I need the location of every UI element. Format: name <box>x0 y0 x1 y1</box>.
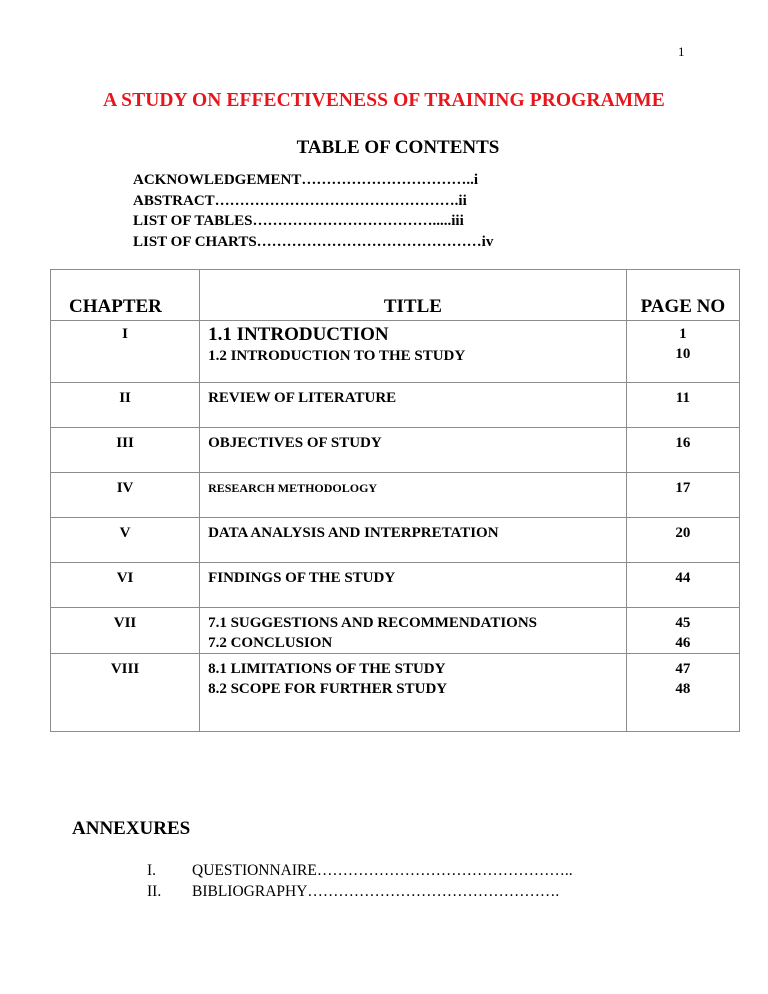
chapter-title: 8.2 SCOPE FOR FURTHER STUDY <box>208 681 448 697</box>
page-cell <box>626 563 739 608</box>
front-matter-list <box>133 170 493 252</box>
page-number-value: 48 <box>675 681 691 697</box>
page-number-value: 47 <box>675 661 691 677</box>
chapter-cell <box>51 563 200 608</box>
title-cell <box>200 428 627 473</box>
page-number-value: 44 <box>675 570 691 586</box>
chapter-title: 1.2 INTRODUCTION TO THE STUDY <box>208 348 466 364</box>
front-matter-item: LIST OF CHARTS………………………………………iv <box>133 233 494 250</box>
chapter-number: V <box>119 525 131 541</box>
front-matter-item: ABSTRACT………………………………………….ii <box>133 192 467 209</box>
chapter-title: 7.2 CONCLUSION <box>208 635 333 651</box>
table-row <box>51 608 740 654</box>
contents-table <box>50 269 740 732</box>
page-column-header: PAGE NO <box>626 270 739 321</box>
chapter-cell <box>51 518 200 563</box>
table-row <box>51 563 740 608</box>
table-row <box>51 518 740 563</box>
page-cell <box>626 518 739 563</box>
title-cell <box>200 473 627 518</box>
page-cell <box>626 654 739 732</box>
title-cell <box>200 383 627 428</box>
page-cell <box>626 608 739 654</box>
chapter-number: VIII <box>110 661 140 677</box>
chapter-number: VII <box>113 615 137 631</box>
page-number-value: 17 <box>675 480 691 496</box>
table-header-row <box>51 270 740 321</box>
front-matter-item: ACKNOWLEDGEMENT……………………………..i <box>133 172 479 188</box>
page-number-value: 20 <box>675 525 691 541</box>
chapter-column-header: CHAPTER <box>51 270 200 321</box>
table-row <box>51 473 740 518</box>
title-column-header: TITLE <box>200 270 627 321</box>
toc-heading: TABLE OF CONTENTS <box>296 137 500 158</box>
annexures-list <box>147 860 573 902</box>
title-cell <box>200 563 627 608</box>
page-number-value: 46 <box>675 635 691 651</box>
table-row <box>51 383 740 428</box>
chapter-title: DATA ANALYSIS AND INTERPRETATION <box>208 525 499 541</box>
document-title: A STUDY ON EFFECTIVENESS OF TRAINING PROGRAMME <box>103 90 665 111</box>
page-cell <box>626 383 739 428</box>
table-row <box>51 321 740 383</box>
page-cell <box>626 428 739 473</box>
chapter-title: REVIEW OF LITERATURE <box>208 390 397 406</box>
page-number-value: 45 <box>675 615 691 631</box>
chapter-number: II <box>119 390 131 406</box>
front-matter-item: LIST OF TABLES……………………………….....iii <box>133 213 464 229</box>
chapter-title: RESEARCH METHODOLOGY <box>208 481 378 495</box>
chapter-title: OBJECTIVES OF STUDY <box>208 435 382 451</box>
chapter-number: VI <box>116 570 134 586</box>
title-cell <box>200 608 627 654</box>
chapter-title: 7.1 SUGGESTIONS AND RECOMMENDATIONS <box>208 615 538 631</box>
chapter-number: I <box>122 326 128 342</box>
chapter-cell <box>51 654 200 732</box>
annexures-heading: ANNEXURES <box>72 818 191 839</box>
annexure-item <box>147 860 573 881</box>
title-cell <box>200 321 627 383</box>
annexure-item <box>147 881 573 902</box>
title-cell <box>200 654 627 732</box>
page-number-value: 1 <box>679 326 687 342</box>
chapter-number: IV <box>116 480 134 496</box>
annexure-number: II. <box>147 883 162 900</box>
chapter-cell <box>51 428 200 473</box>
chapter-title: 1.1 INTRODUCTION <box>208 324 389 345</box>
chapter-cell <box>51 473 200 518</box>
table-row <box>51 654 740 732</box>
page-number-value: 10 <box>675 346 691 362</box>
chapter-title: 8.1 LIMITATIONS OF THE STUDY <box>208 661 446 677</box>
chapter-cell <box>51 321 200 383</box>
page-cell <box>626 321 739 383</box>
page-cell <box>626 473 739 518</box>
chapter-title: FINDINGS OF THE STUDY <box>208 570 396 586</box>
chapter-cell <box>51 383 200 428</box>
page-number-value: 11 <box>675 390 690 406</box>
table-row <box>51 428 740 473</box>
annexure-text: QUESTIONNAIRE………………………………………….. <box>192 862 573 879</box>
page-number-value: 16 <box>675 435 691 451</box>
title-cell <box>200 518 627 563</box>
page-number: 1 <box>678 44 685 59</box>
annexure-text: BIBLIOGRAPHY…………………………………………. <box>192 883 560 900</box>
chapter-number: III <box>116 435 134 451</box>
chapter-cell <box>51 608 200 654</box>
annexure-number: I. <box>147 862 157 879</box>
